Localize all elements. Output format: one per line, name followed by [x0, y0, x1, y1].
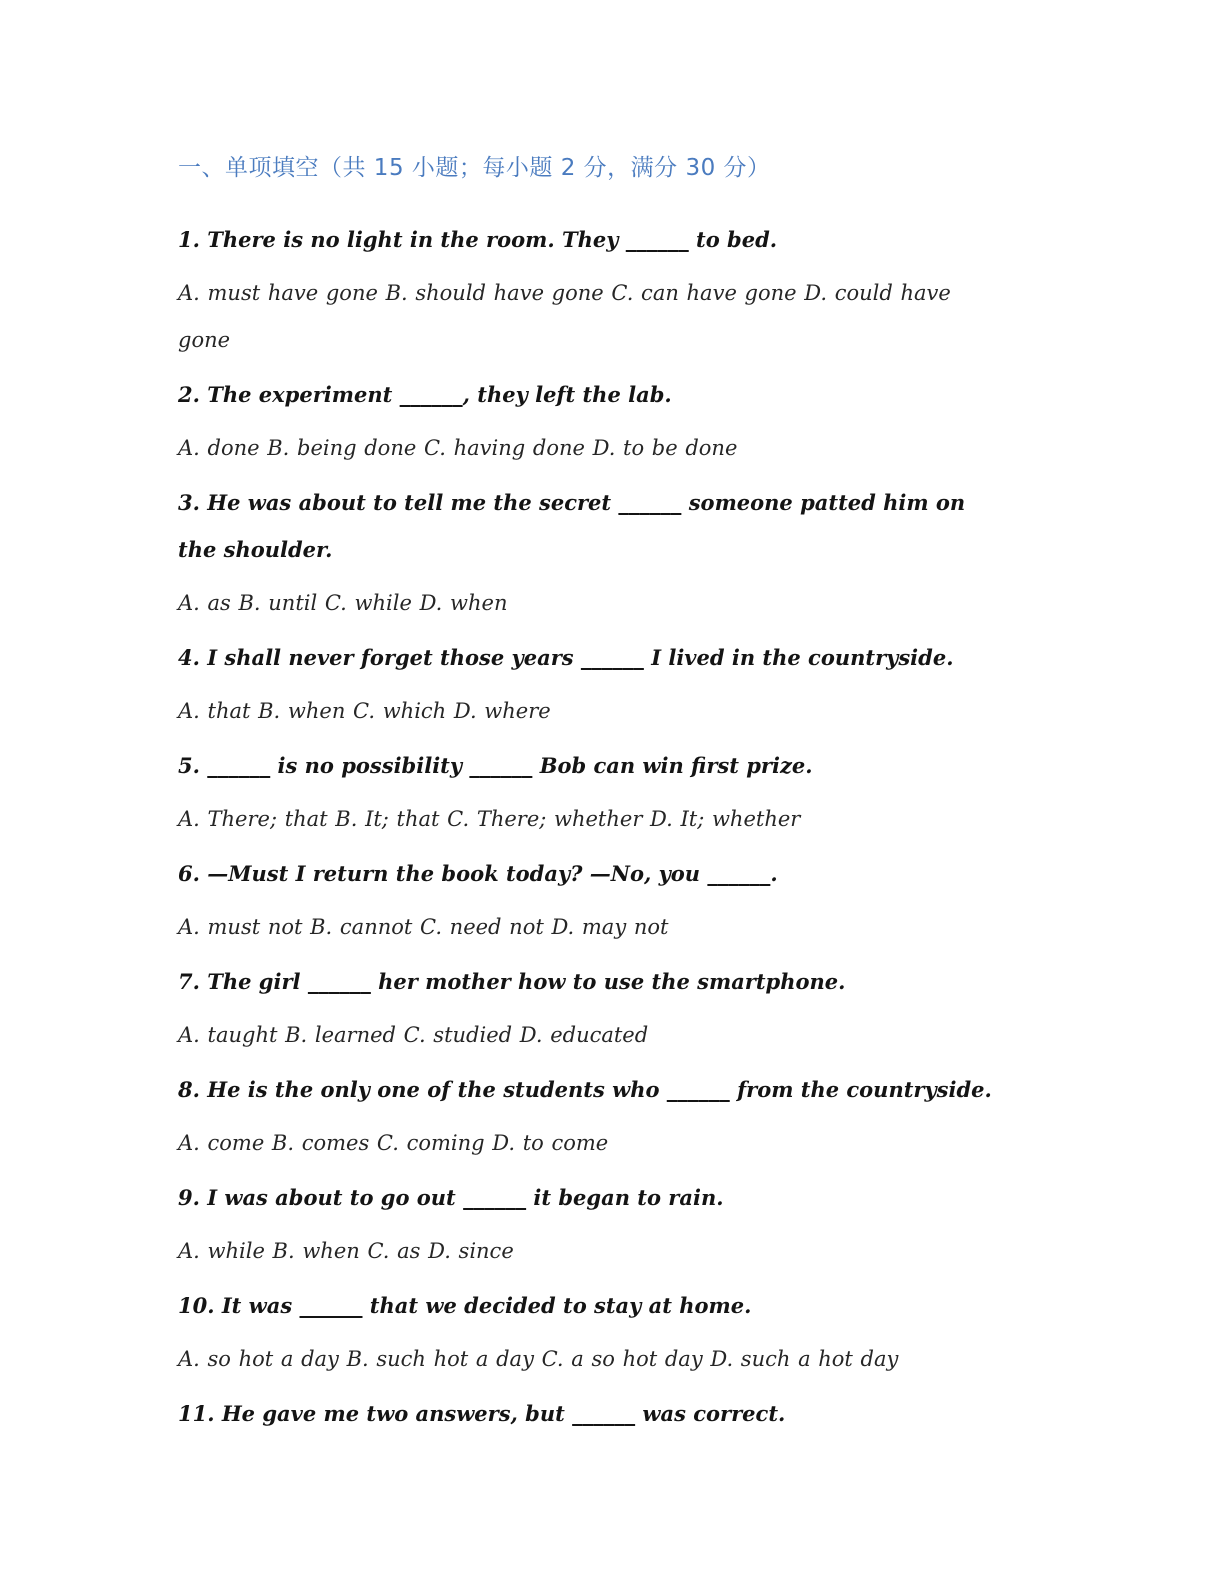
question-item: [178, 1390, 1008, 1437]
question-options: A. so hot a day B. such hot a day C. a so hot day D. such a hot day: [178, 1347, 899, 1371]
question-options: A. must not B. cannot C. need not D. may not: [178, 915, 669, 939]
question-options: A. done B. being done C. having done D. to be done: [178, 436, 738, 460]
question-options: A. as B. until C. while D. when: [178, 591, 508, 615]
question-stem: 10. It was ______ that we decided to stay at home.: [178, 1293, 752, 1318]
question-stem: 9. I was about to go out ______ it began to rain.: [178, 1185, 724, 1210]
question-stem: 3. He was about to tell me the secret ______ someone patted him on the shoulder.: [178, 490, 966, 562]
question-item: [178, 1174, 1008, 1275]
exam-page: [178, 148, 1008, 1444]
question-stem: 5. ______ is no possibility ______ Bob can win first prize.: [178, 753, 813, 778]
question-stem: 7. The girl ______ her mother how to use the smartphone.: [178, 969, 846, 994]
question-item: [178, 1066, 1008, 1167]
question-item: [178, 1282, 1008, 1383]
question-item: [178, 479, 1008, 627]
question-options: A. while B. when C. as D. since: [178, 1239, 514, 1263]
question-stem: 8. He is the only one of the students who ______ from the countryside.: [178, 1077, 992, 1102]
question-item: [178, 958, 1008, 1059]
question-options: A. There; that B. It; that C. There; whether D. It; whether: [178, 807, 801, 831]
question-stem: 11. He gave me two answers, but ______ was correct.: [178, 1401, 786, 1426]
question-item: [178, 634, 1008, 735]
question-options: A. that B. when C. which D. where: [178, 699, 551, 723]
section-heading: 一、单项填空（共 15 小题；每小题 2 分，满分 30 分）: [178, 155, 771, 181]
question-options: A. come B. comes C. coming D. to come: [178, 1131, 609, 1155]
question-stem: 1. There is no light in the room. They ______ to bed.: [178, 227, 778, 252]
question-item: [178, 742, 1008, 843]
question-item: [178, 216, 1008, 364]
question-item: [178, 371, 1008, 472]
question-stem: 6. —Must I return the book today? —No, you ______.: [178, 861, 778, 886]
question-options: A. must have gone B. should have gone C. can have gone D. could have gone: [178, 281, 951, 352]
question-stem: 2. The experiment ______, they left the lab.: [178, 382, 672, 407]
question-options: A. taught B. learned C. studied D. educated: [178, 1023, 649, 1047]
question-stem: 4. I shall never forget those years ______ I lived in the countryside.: [178, 645, 954, 670]
question-item: [178, 850, 1008, 951]
